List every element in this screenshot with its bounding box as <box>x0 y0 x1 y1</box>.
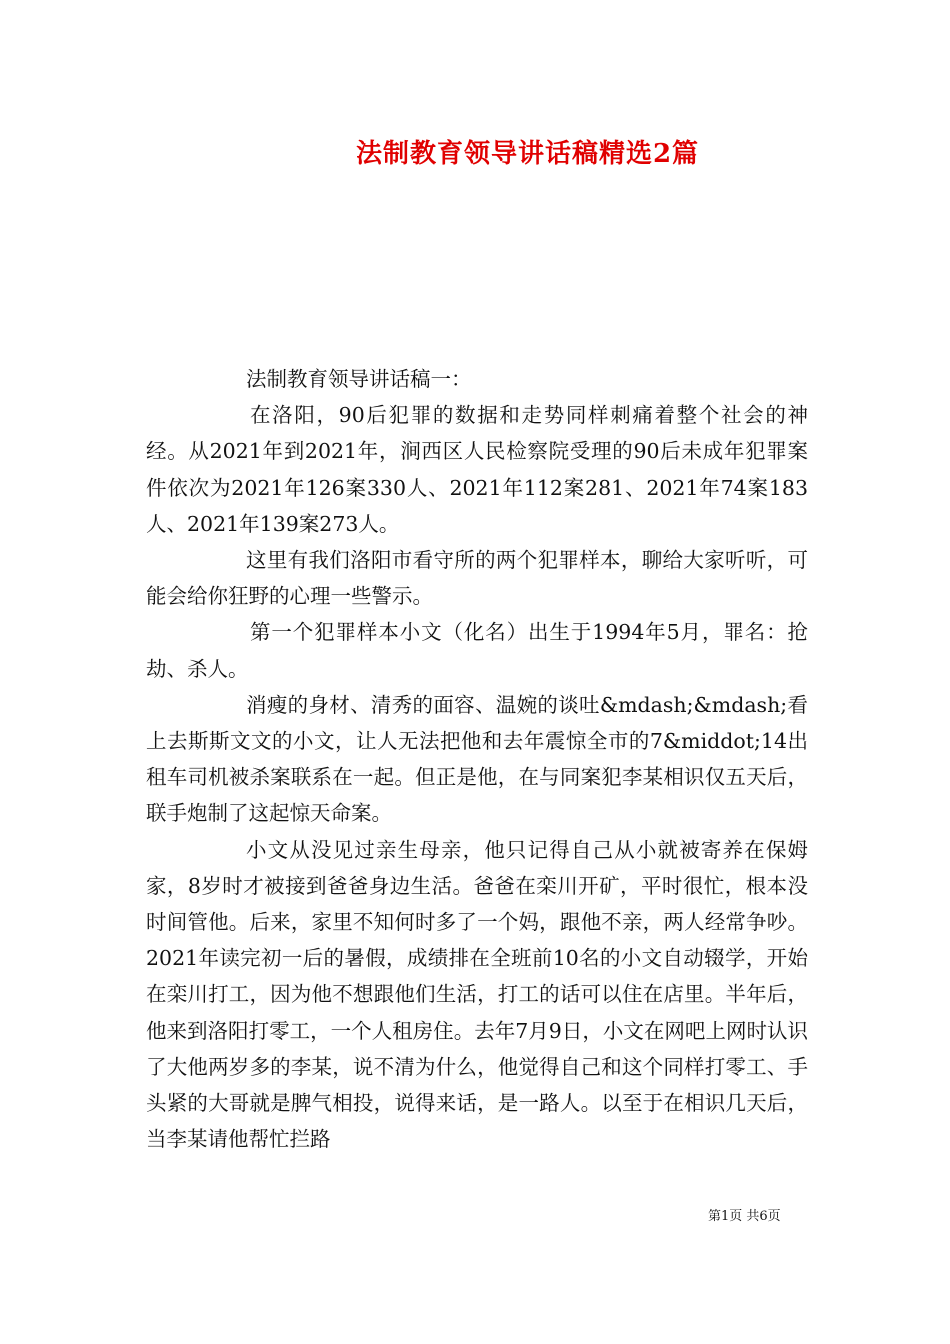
section-heading: 法制教育领导讲话稿一： <box>246 367 472 391</box>
paragraph-description: 消瘦的身材、清秀的面容、温婉的谈吐&mdash;&mdash;看上去斯斯文文的小文，让人无法把他和去年震惊全市的7&middot;14出租车司机被杀案联系在一起。但正是他，在与同案犯李某相识仅五天后，联手炮制了这起惊天命案。 <box>146 692 808 826</box>
page-footer: 第1页 共6页 <box>708 1209 781 1224</box>
document-body <box>146 361 808 1157</box>
paragraph-background: 小文从没见过亲生母亲，他只记得自己从小就被寄养在保姆家，8岁时才被接到爸爸身边生活。爸爸在栾川开矿，平时很忙，根本没时间管他。后来，家里不知何时多了一个妈，跟他不亲，两人经常争吵。2021年读完初一后的暑假，成绩排在全班前10名的小文自动辍学，开始在栾川打工，因为他不想跟他们生活，打工的话可以住在店里。半年后，他来到洛阳打零工，一个人租房住。去年7月9日，小文在网吧上网时认识了大他两岁多的李某，说不清为什么，他觉得自己和这个同样打零工、手头紧的大哥就是脾气相投，说得来话，是一路人。以至于在相识几天后，当李某请他帮忙拦路 <box>146 837 808 1152</box>
paragraph-intro-samples: 这里有我们洛阳市看守所的两个犯罪样本，聊给大家听听，可能会给你狂野的心理一些警示。 <box>146 548 808 609</box>
document-title: 法制教育领导讲话稿精选2篇 <box>355 139 700 169</box>
paragraph-statistics: 在洛阳，90后犯罪的数据和走势同样刺痛着整个社会的神经。从2021年到2021年，涧西区人民检察院受理的90后未成年犯罪案件依次为2021年126案330人、2021年112案281、2021年74案183人、2021年139案273人。 <box>146 403 808 536</box>
paragraph-first-sample: 第一个犯罪样本小文（化名）出生于1994年5月，罪名：抢劫、杀人。 <box>146 620 808 681</box>
